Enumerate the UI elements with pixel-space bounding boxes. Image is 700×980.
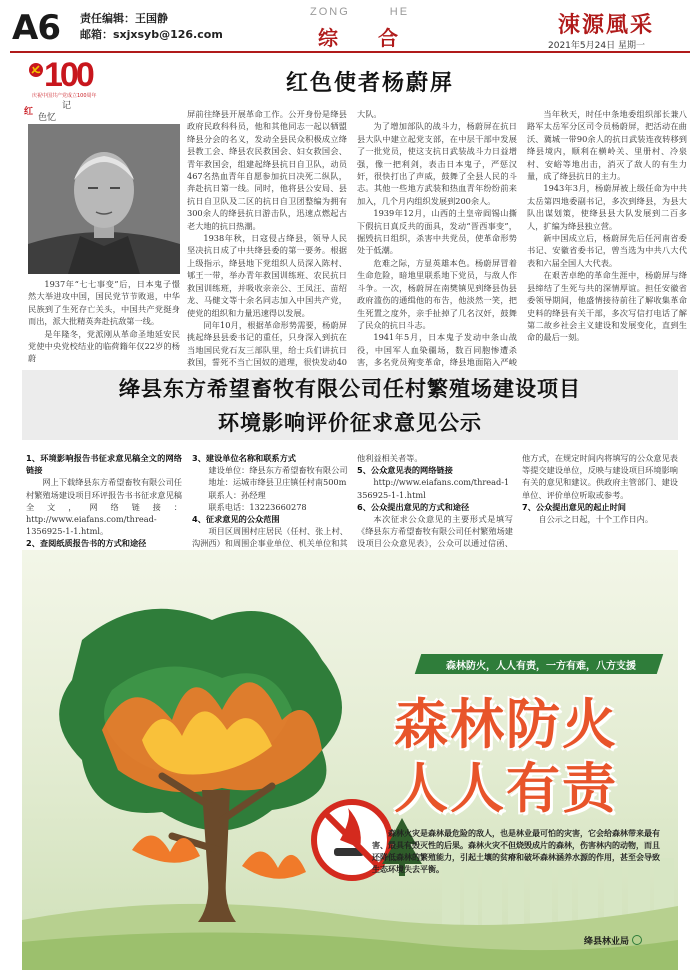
notice-paragraph: 项目区周围村庄居民（任村、张上村、沟洲西）和周围企事业单位、机关单位和其 (192, 526, 348, 549)
article-column-1 (28, 278, 180, 365)
notice-heading: 3、建设单位名称和联系方式 (192, 453, 296, 463)
poster-sponsor (584, 934, 642, 947)
section-title: 综合 (318, 26, 438, 50)
masthead (0, 0, 700, 52)
article-paragraph: 屏前往绛县开展革命工作。公开身份是绛县政府民政科科员，他和其他同志一起以牺盟绛县分会的名义，发动全县民众积极成立绛县教工会、绛县农民救国会、妇女救国会、青年救国会，组建起绛县抗日自卫队，动员467名热血青年自愿参加抗日决死二纵队，奔赴抗日第一线。同时，他将县公安局、县抗日自卫队及二区的抗日自卫团整编为拥有300余人的绛县抗日游击队，迅速点燃起古老大地的抗日热潮。 (187, 109, 347, 231)
notice-paragraph: 他利益相关者等。 (357, 453, 423, 463)
article-paragraph: 同年10月，根据革命形势需要，杨蔚屏挑起绛县县委书记的重任，只身深入到抗在当地国民党石友三部队里，给士兵们讲抗日救国，誓死不当亡国奴的道理，很快发动40 (187, 319, 347, 368)
centenary-caption: 庆祝中国共产党成立100周年 (32, 93, 97, 99)
pinyin-right: HE (389, 6, 410, 18)
notice-heading: 6、公众提出意见的方式和途径 (357, 501, 470, 512)
notice-title-line2: 环境影响评价征求意见公示 (218, 411, 482, 435)
notice-paragraph: 他方式，在规定时间内将填写的公众意见表等提交建设单位，反映与建设项目环境影响有关的意见和建议。供政府主管部门、建设单位、评价单位听取或参考。 (522, 453, 678, 500)
page-number: A6 (12, 8, 60, 48)
editor-email: 邮箱：sxjxsyb@126.com (80, 28, 223, 41)
article-paragraph: 是年隆冬，党派刚从革命圣地延安民党使中央党校结业的临荷籍年仅22岁的杨蔚 (28, 328, 180, 364)
article-paragraph: 1941年5月，日本鬼子发动中条山战役，中国军人血染疆场，数百同胞惨遭杀害，多名党员殉变革命，绛县地面陷入严峻 (357, 332, 517, 368)
notice-column-3 (357, 452, 513, 562)
notice-column-2 (192, 452, 348, 550)
poster-slogan: 森林防火，人人有责，一方有难，八方支援 (446, 661, 636, 672)
article-paragraph: 1943年3月，杨蔚屏被上级任命为中共太岳第四地委副书记，多次到绛县，为县大队出谋划策，使绛县县大队发展到二百多人，扩编为绛县独立营。 (527, 183, 687, 231)
column-badge-red: 红 (24, 107, 34, 117)
editor-info (80, 11, 223, 43)
article-paragraph: 危难之际，方显英雄本色。杨蔚屏冒着生命危险，暗地里联系地下党员，与敌人作斗争。一次，杨蔚屏在南樊镇见到绛县伪县政府滥伤的通缉他的布告，他淡然一笑，把生死置之度外，亲手扯掉了几名汉奸，鼓舞了民众的抗日斗志。 (357, 257, 517, 330)
article-paragraph: 在艰苦卓绝的革命生涯中，杨蔚屏与绛县缔结了生死与共的深情厚谊。担任安徽省委领导期间，他盛情接待前往了解收集革命史料的绛县有关干部，多次写信打电话了解第二故乡社会主义建设和发展变化，直到生命的最后一刻。 (527, 270, 687, 343)
paper-name: 涑源風采 (558, 12, 655, 38)
article-headline: 红色使者杨蔚屏 (285, 71, 454, 96)
notice-paragraph: 联系人：孙经理 (208, 489, 266, 500)
notice-paragraph: 网上下载绛县东方希望畜牧有限公司任村繁殖场建设项目环评报告书书征求意见稿全文，网络链接：http://www.eiafans.com/thread-1356925-1-1.html。 (26, 477, 182, 537)
article-paragraph: 大队。 (357, 109, 382, 119)
bureau-seal-icon (632, 935, 642, 945)
publication-date: 2021年5月24日 星期一 (548, 41, 645, 51)
notice-link[interactable]: http://www.eiafans.com/thread-1356925-1-1.html (357, 477, 510, 500)
pinyin-left: ZONG (310, 6, 350, 18)
centenary-number: 100 (44, 56, 92, 94)
sponsor-name: 绛县林业局 (584, 937, 630, 947)
article-paragraph: 1938年秋，日寇侵占绛县，领导人民坚决抗日成了中共绛县委的第一要务。根据上级指示，绛县地下党组织人员深入陈村、郇王一带，举办青年救国训练班、农民抗日救国训练班，并吸收亲亲公、王凤汪、苗绍龙、马健文等十余名同志加入中国共产党，使党的组织和力量迅速得以发展。 (187, 233, 347, 318)
notice-paragraph: 自公示之日起，十个工作日内。 (538, 514, 654, 525)
notice-heading: 1、环境影响报告书征求意见稿全文的网络链接 (26, 453, 182, 476)
portrait-photo (28, 124, 180, 274)
poster-headline-line2: 人人有责 (394, 757, 618, 820)
poster-body-text: 森林火灾是森林最危险的敌人，也是林业最可怕的灾害，它会给森林带来最有害、最具有毁灭性的后果。森林火灾不但烧毁成片的森林，伤害林内的动物，而且还降低森林的繁殖能力，引起土壤的贫瘠和破坏森林涵养水源的作用，甚至会导致生态环境失去平衡。 (372, 829, 660, 874)
notice-heading: 7、公众提出意见的起止时间 (522, 501, 626, 512)
notice-title (22, 372, 678, 440)
article-paragraph: 为了增加部队的战斗力，杨蔚屏在抗日县大队中建立起党支部，在中层干部中发展了一批党员，使这支抗日武装战斗力日益增强，像一把利剑，表击日本鬼子，严惩汉奸，很快打出了声威，鼓舞了全县人民的斗志。其他一些地方武装和热血青年纷纷前来加入，几个月内组织发展到200余人。 (357, 121, 517, 206)
notice-paragraph: 建设单位：绛县东方希望畜牧有限公司 (208, 465, 348, 476)
poster-headline-line1: 森林防火 (394, 693, 618, 756)
notice-paragraph: 本次征求公众意见的主要形式是填写《绛县东方希望畜牧有限公司任村繁殖场建设项目公众意见表》，公众可以通过信函、 (357, 514, 513, 549)
notice-heading: 2、查阅纸质报告书的方式和途径 (26, 538, 147, 549)
notice-heading: 4、征求意见的公众范围 (192, 514, 280, 525)
column-badge-seyi: 色忆 (38, 113, 57, 123)
column-badge (22, 100, 92, 122)
notice-title-line1: 绛县东方希望畜牧有限公司任村繁殖场建设项目 (119, 377, 581, 401)
article-column-2 (187, 108, 347, 381)
column-badge-ji: 记 (62, 101, 72, 111)
burning-tree-icon (59, 609, 342, 922)
article-paragraph: 新中国成立后，杨蔚屏先后任河南省委书记、安徽省委书记，曾当选为中共八大代表和六届全国人大代表。 (527, 233, 687, 268)
article-paragraph: 1937年“七七事变”后，日本鬼子憬然大举进攻中国，国民党节节败退，中华民族到了生死存亡关头，中国共产党挺身而出，派大批精英奔赴抗敌第一线。 (28, 279, 180, 327)
notice-column-4 (522, 452, 678, 525)
notice-paragraph: 地址：运城市绛县卫庄镇任村南500m (208, 477, 347, 488)
header-rule (10, 51, 690, 53)
article-paragraph: 1939年12月，山西的土皇帝阎锡山撕下假抗日真反共的面具，发动“晋西事变”，掘毁抗日组织，杀害中共党员，使革命形势处于低潮。 (357, 208, 517, 256)
notice-heading: 5、公众意见表的网络链接 (357, 465, 453, 476)
editor-name: 责任编辑：王国静 (80, 12, 168, 25)
article-paragraph: 当年秋天，时任中条地委组织部长兼八路军太岳军分区司令员杨蔚屏，把活动在曲沃、冀城一带90余人的抗日武装连夜转移到绛县境内，顺利在横岭关、里册村、冷泉村、安峪等地出击，消灭了敌人的有生力量，成了绛县抗日的主力。 (527, 109, 687, 182)
article-column-4 (527, 108, 687, 344)
notice-paragraph: 联系电话：13223660278 (208, 501, 307, 512)
portrait-person-icon (28, 124, 180, 274)
section-pinyin (310, 6, 409, 18)
fire-prevention-poster (22, 550, 678, 970)
article-column-3 (357, 108, 517, 381)
